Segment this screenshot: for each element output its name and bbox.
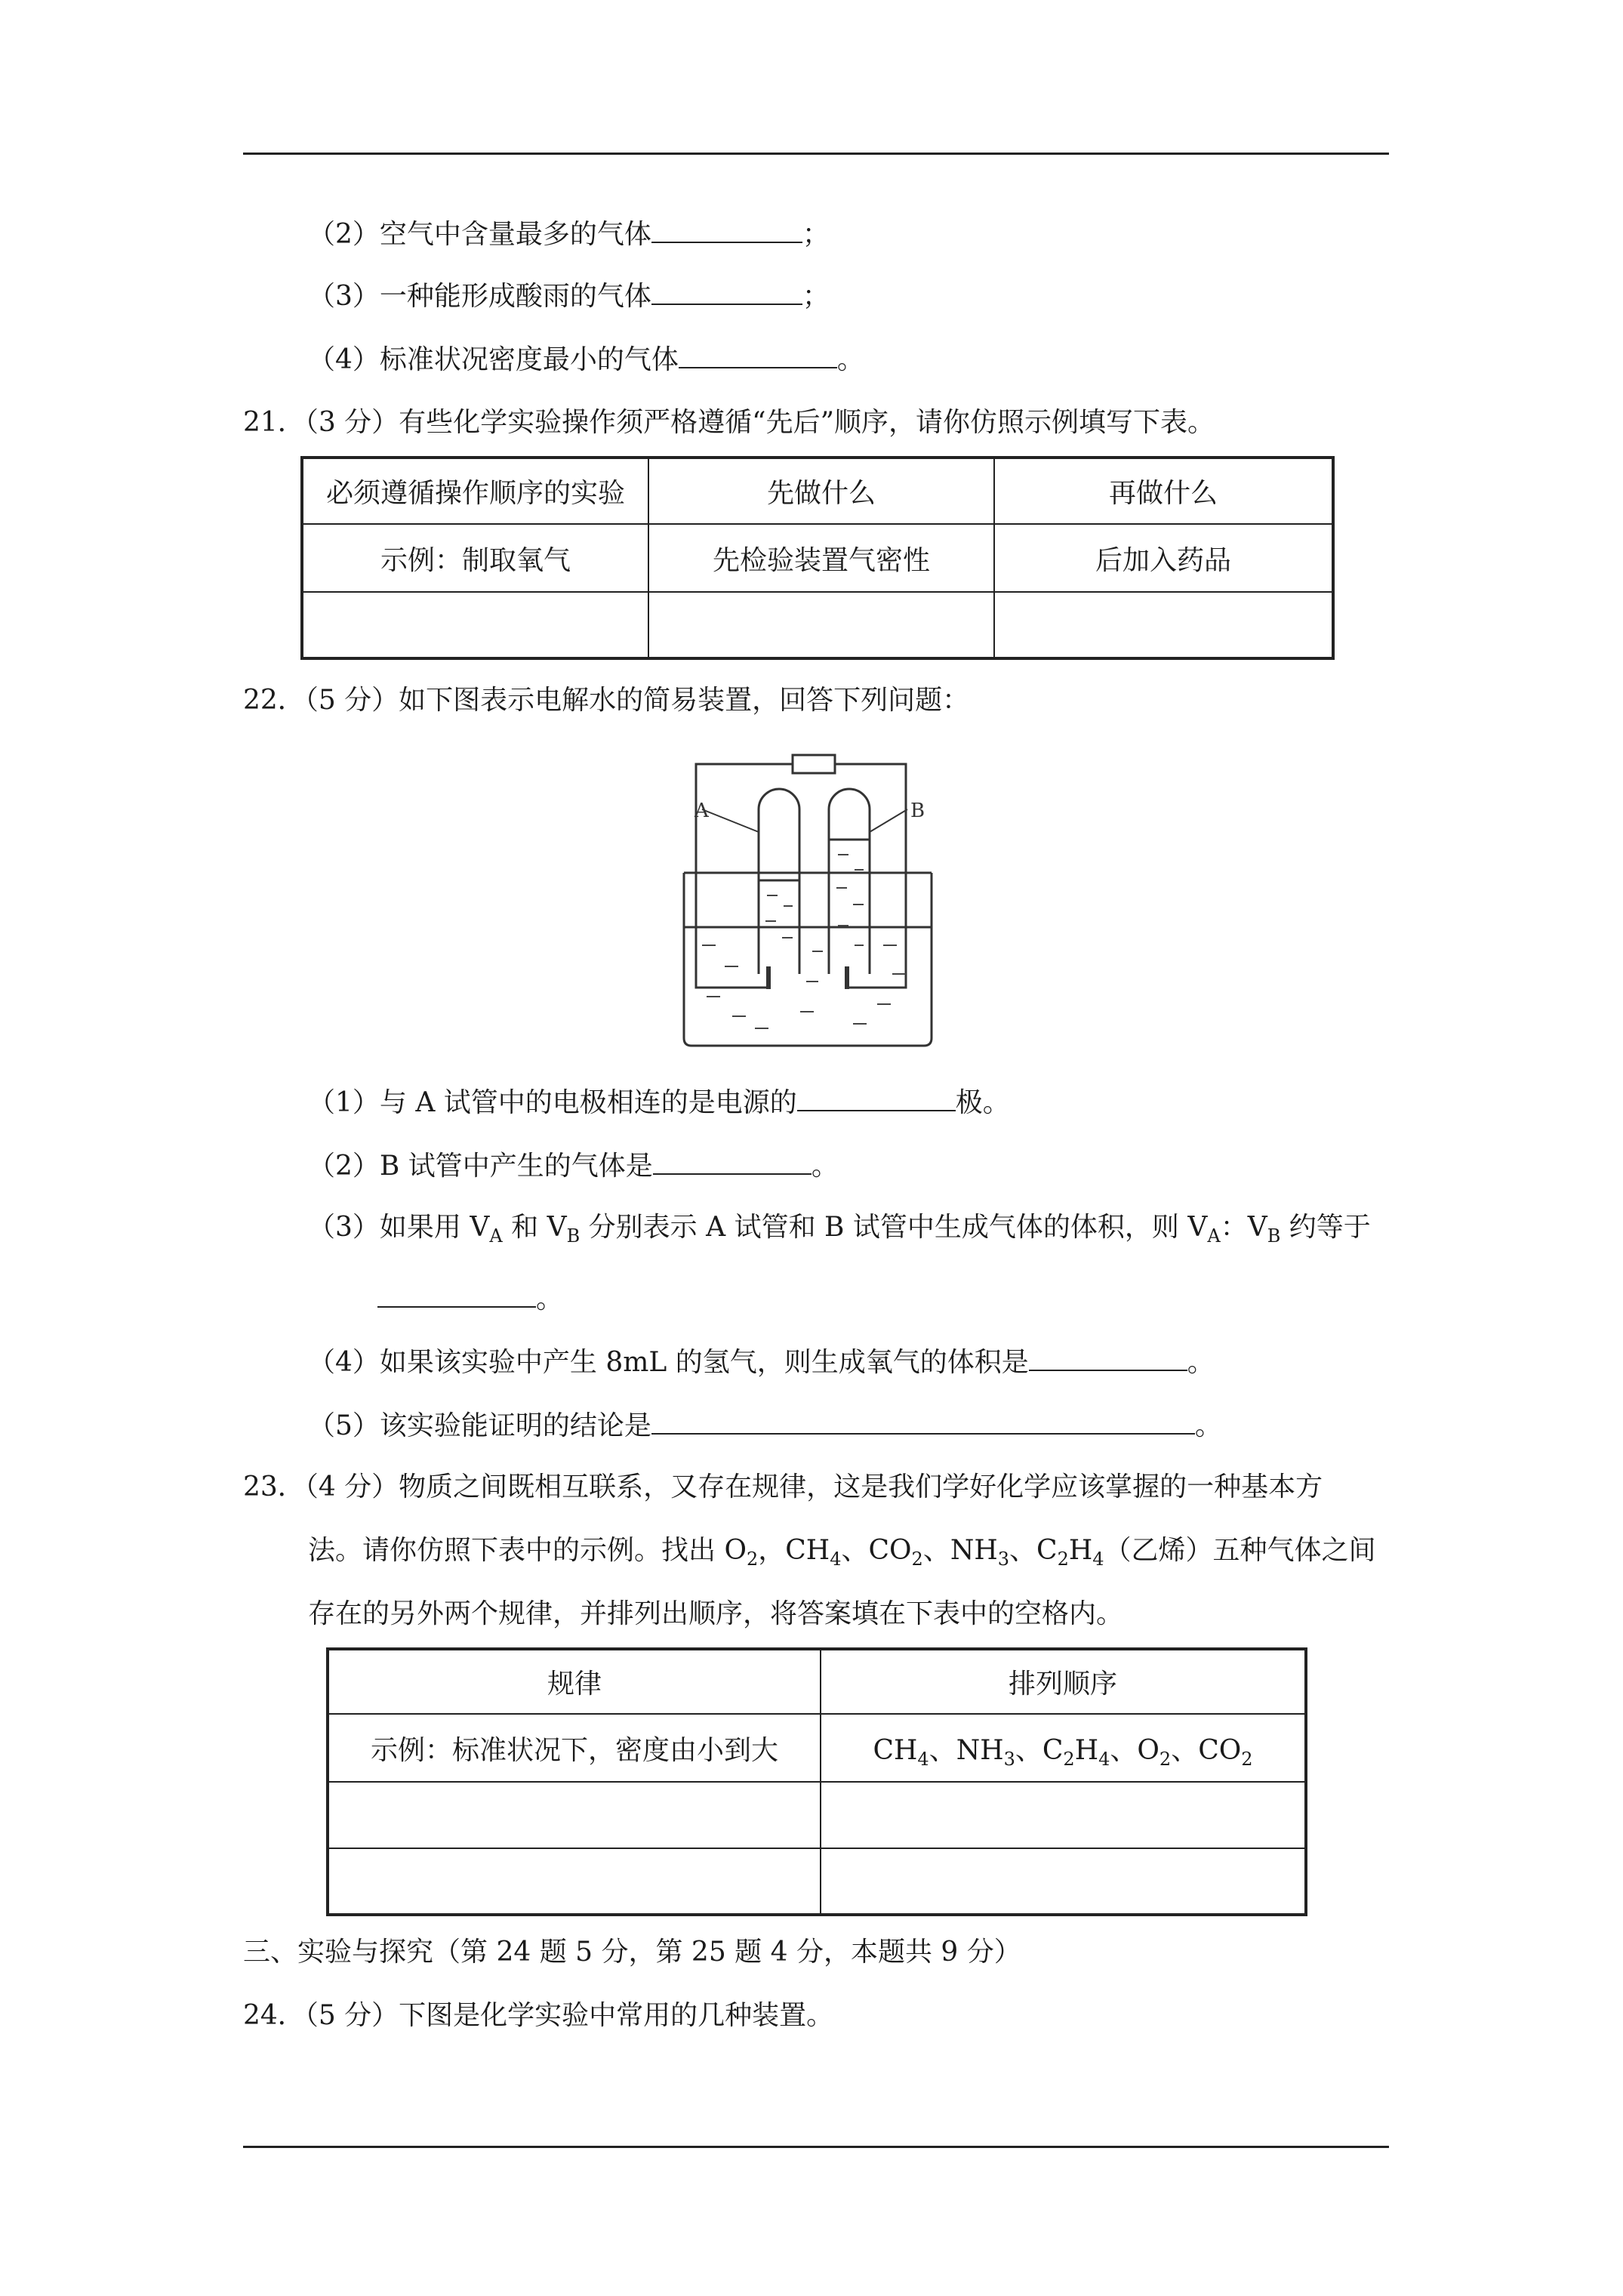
answer-blank[interactable] bbox=[651, 214, 802, 243]
q22-sub3 bbox=[308, 1210, 1371, 1246]
q22-sub-num: （1） bbox=[308, 1087, 380, 1118]
section-3-text: 三、实验与探究（第 24 题 5 分，第 25 题 4 分，本题共 9 分） bbox=[243, 1937, 1021, 1968]
answer-blank[interactable] bbox=[377, 1279, 536, 1308]
q23-text: 存在的另外两个规律，并排列出顺序，将答案填在下表中的空格内。 bbox=[308, 1598, 1124, 1629]
q21-text: （3 分）有些化学实验操作须严格遵循“先后”顺序，请你仿照示例填写下表。 bbox=[304, 407, 1215, 438]
q22-sub-text: 分别表示 A 试管和 B 试管中生成气体的体积，则 V bbox=[580, 1212, 1208, 1243]
q22-sub-text: 约等于 bbox=[1280, 1212, 1371, 1243]
formula-part: H bbox=[1074, 1734, 1099, 1766]
subscript: 3 bbox=[1003, 1748, 1015, 1770]
q20-item-num: （2） bbox=[308, 219, 380, 250]
answer-blank[interactable] bbox=[679, 340, 837, 368]
q22-sub-text: 如果用 V bbox=[379, 1212, 490, 1243]
q23-text: 、NH bbox=[922, 1535, 998, 1566]
q20-item-2 bbox=[308, 214, 830, 253]
subscript: 2 bbox=[746, 1549, 759, 1570]
q22-number: 22． bbox=[243, 685, 305, 716]
q22-prompt bbox=[243, 683, 969, 719]
q22-sub-text: 和 V bbox=[502, 1212, 567, 1243]
subscript: B bbox=[1267, 1225, 1281, 1247]
q22-sub-end: 。 bbox=[1194, 1410, 1222, 1441]
q20-item-num: （4） bbox=[308, 344, 380, 375]
q22-sub-end: 。 bbox=[536, 1284, 564, 1314]
q21-example-cell: 后加入药品 bbox=[994, 524, 1333, 592]
q22-sub5 bbox=[308, 1406, 1222, 1444]
q22-sub-num: （2） bbox=[308, 1151, 380, 1182]
q20-item-text: 一种能形成酸雨的气体 bbox=[379, 281, 651, 312]
q21-example-cell: 示例：制取氧气 bbox=[302, 524, 648, 592]
q23-answer-cell[interactable] bbox=[328, 1848, 821, 1915]
answer-blank[interactable] bbox=[797, 1083, 956, 1111]
subscript: 2 bbox=[1063, 1748, 1075, 1770]
subscript: A bbox=[489, 1225, 503, 1247]
formula-part: CH bbox=[873, 1734, 918, 1766]
subscript: 2 bbox=[1241, 1748, 1253, 1770]
q23-text: ，CH bbox=[758, 1535, 830, 1566]
q23-example-order-cell bbox=[821, 1714, 1306, 1782]
answer-blank[interactable] bbox=[651, 276, 802, 305]
q23-text: H bbox=[1068, 1535, 1093, 1566]
q21-example-cell: 先检验装置气密性 bbox=[648, 524, 994, 592]
q22-sub-text: 与 A 试管中的电极相连的是电源的 bbox=[379, 1087, 797, 1118]
subscript: 4 bbox=[1098, 1748, 1110, 1770]
answer-blank[interactable] bbox=[1029, 1342, 1187, 1371]
answer-blank[interactable] bbox=[653, 1146, 812, 1175]
q24-prompt bbox=[243, 1998, 833, 2034]
q20-item-text: 标准状况密度最小的气体 bbox=[379, 344, 679, 375]
q23-text: （4 分）物质之间既相互联系，又存在规律，这是我们学好化学应该掌握的一种基本方 bbox=[304, 1472, 1323, 1502]
q22-sub-num: （4） bbox=[308, 1347, 380, 1378]
q22-text: （5 分）如下图表示电解水的简易装置，回答下列问题： bbox=[304, 685, 970, 716]
q21-header-cell: 再做什么 bbox=[994, 458, 1333, 524]
q21-answer-cell[interactable] bbox=[648, 592, 994, 658]
subscript: A bbox=[1207, 1225, 1221, 1247]
subscript: 4 bbox=[917, 1748, 929, 1770]
q22-sub1 bbox=[308, 1083, 1010, 1121]
q21-answer-cell[interactable] bbox=[302, 592, 648, 658]
subscript: 2 bbox=[911, 1549, 923, 1570]
q22-sub-text: B 试管中产生的气体是 bbox=[379, 1151, 653, 1182]
q22-sub-end: 。 bbox=[1187, 1347, 1215, 1378]
formula-part: 、CO bbox=[1171, 1734, 1242, 1766]
q21-prompt bbox=[243, 405, 1215, 441]
q22-sub4 bbox=[308, 1342, 1215, 1381]
q23-number: 23． bbox=[243, 1472, 305, 1502]
header-rule bbox=[243, 153, 1389, 155]
section-3-heading bbox=[243, 1934, 1021, 1971]
electrolysis-apparatus-figure bbox=[679, 747, 951, 1049]
q24-number: 24． bbox=[243, 2000, 305, 2031]
q23-table bbox=[326, 1647, 1307, 1916]
q20-item-text: 空气中含量最多的气体 bbox=[379, 219, 651, 250]
subscript: 3 bbox=[997, 1549, 1010, 1570]
q21-table bbox=[300, 456, 1335, 660]
subscript: B bbox=[566, 1225, 581, 1247]
q23-answer-cell[interactable] bbox=[821, 1848, 1306, 1915]
q22-sub-text: 该实验能证明的结论是 bbox=[379, 1410, 651, 1441]
q22-sub-text: 如果该实验中产生 8mL 的氢气，则生成氧气的体积是 bbox=[379, 1347, 1029, 1378]
tube-a-label: A bbox=[694, 800, 709, 822]
tube-b-label: B bbox=[910, 800, 925, 822]
q23-text: 、CO bbox=[841, 1535, 912, 1566]
subscript: 2 bbox=[1057, 1549, 1069, 1570]
q20-item-3 bbox=[308, 276, 830, 315]
subscript: 4 bbox=[1092, 1549, 1104, 1570]
q20-item-num: （3） bbox=[308, 281, 380, 312]
q22-sub-num: （3） bbox=[308, 1212, 380, 1243]
q23-text: （乙烯）五种气体之间 bbox=[1104, 1535, 1376, 1566]
subscript: 2 bbox=[1159, 1748, 1172, 1770]
q20-item-end: 。 bbox=[836, 344, 864, 375]
q23-answer-cell[interactable] bbox=[821, 1782, 1306, 1848]
q21-header-cell: 先做什么 bbox=[648, 458, 994, 524]
answer-blank[interactable] bbox=[651, 1406, 1195, 1435]
q23-prompt-line2 bbox=[308, 1533, 1376, 1569]
q22-sub-num: （5） bbox=[308, 1410, 380, 1441]
q22-sub-text: ：V bbox=[1220, 1212, 1267, 1243]
q21-answer-cell[interactable] bbox=[994, 592, 1333, 658]
q23-prompt-line3 bbox=[308, 1596, 1123, 1632]
q23-text: 法。请你仿照下表中的示例。找出 O bbox=[308, 1535, 747, 1566]
q22-sub-end: 。 bbox=[811, 1151, 839, 1182]
q20-item-4 bbox=[308, 340, 864, 378]
q23-text: 、C bbox=[1009, 1535, 1058, 1566]
footer-rule bbox=[243, 2146, 1389, 2148]
q23-example-rule-cell: 示例：标准状况下，密度由小到大 bbox=[328, 1714, 821, 1782]
q20-item-end: ； bbox=[802, 281, 830, 312]
power-source-icon bbox=[793, 755, 835, 773]
beaker bbox=[684, 873, 932, 1046]
q23-prompt-line1 bbox=[243, 1469, 1323, 1505]
q22-sub-end: 极。 bbox=[955, 1087, 1010, 1118]
test-tube-b bbox=[829, 789, 870, 974]
q23-header-cell: 规律 bbox=[328, 1649, 821, 1714]
q21-number: 21． bbox=[243, 407, 305, 438]
q22-sub3-answer bbox=[377, 1279, 563, 1318]
q21-header-cell: 必须遵循操作顺序的实验 bbox=[302, 458, 648, 524]
q20-item-end: ； bbox=[802, 219, 830, 250]
q22-sub2 bbox=[308, 1146, 839, 1185]
q24-text: （5 分）下图是化学实验中常用的几种装置。 bbox=[304, 2000, 834, 2031]
q23-header-cell: 排列顺序 bbox=[821, 1649, 1306, 1714]
subscript: 4 bbox=[830, 1549, 842, 1570]
formula-part: 、O bbox=[1110, 1734, 1160, 1766]
q23-answer-cell[interactable] bbox=[328, 1782, 821, 1848]
formula-part: 、C bbox=[1015, 1734, 1064, 1766]
formula-part: 、NH bbox=[929, 1734, 1004, 1766]
